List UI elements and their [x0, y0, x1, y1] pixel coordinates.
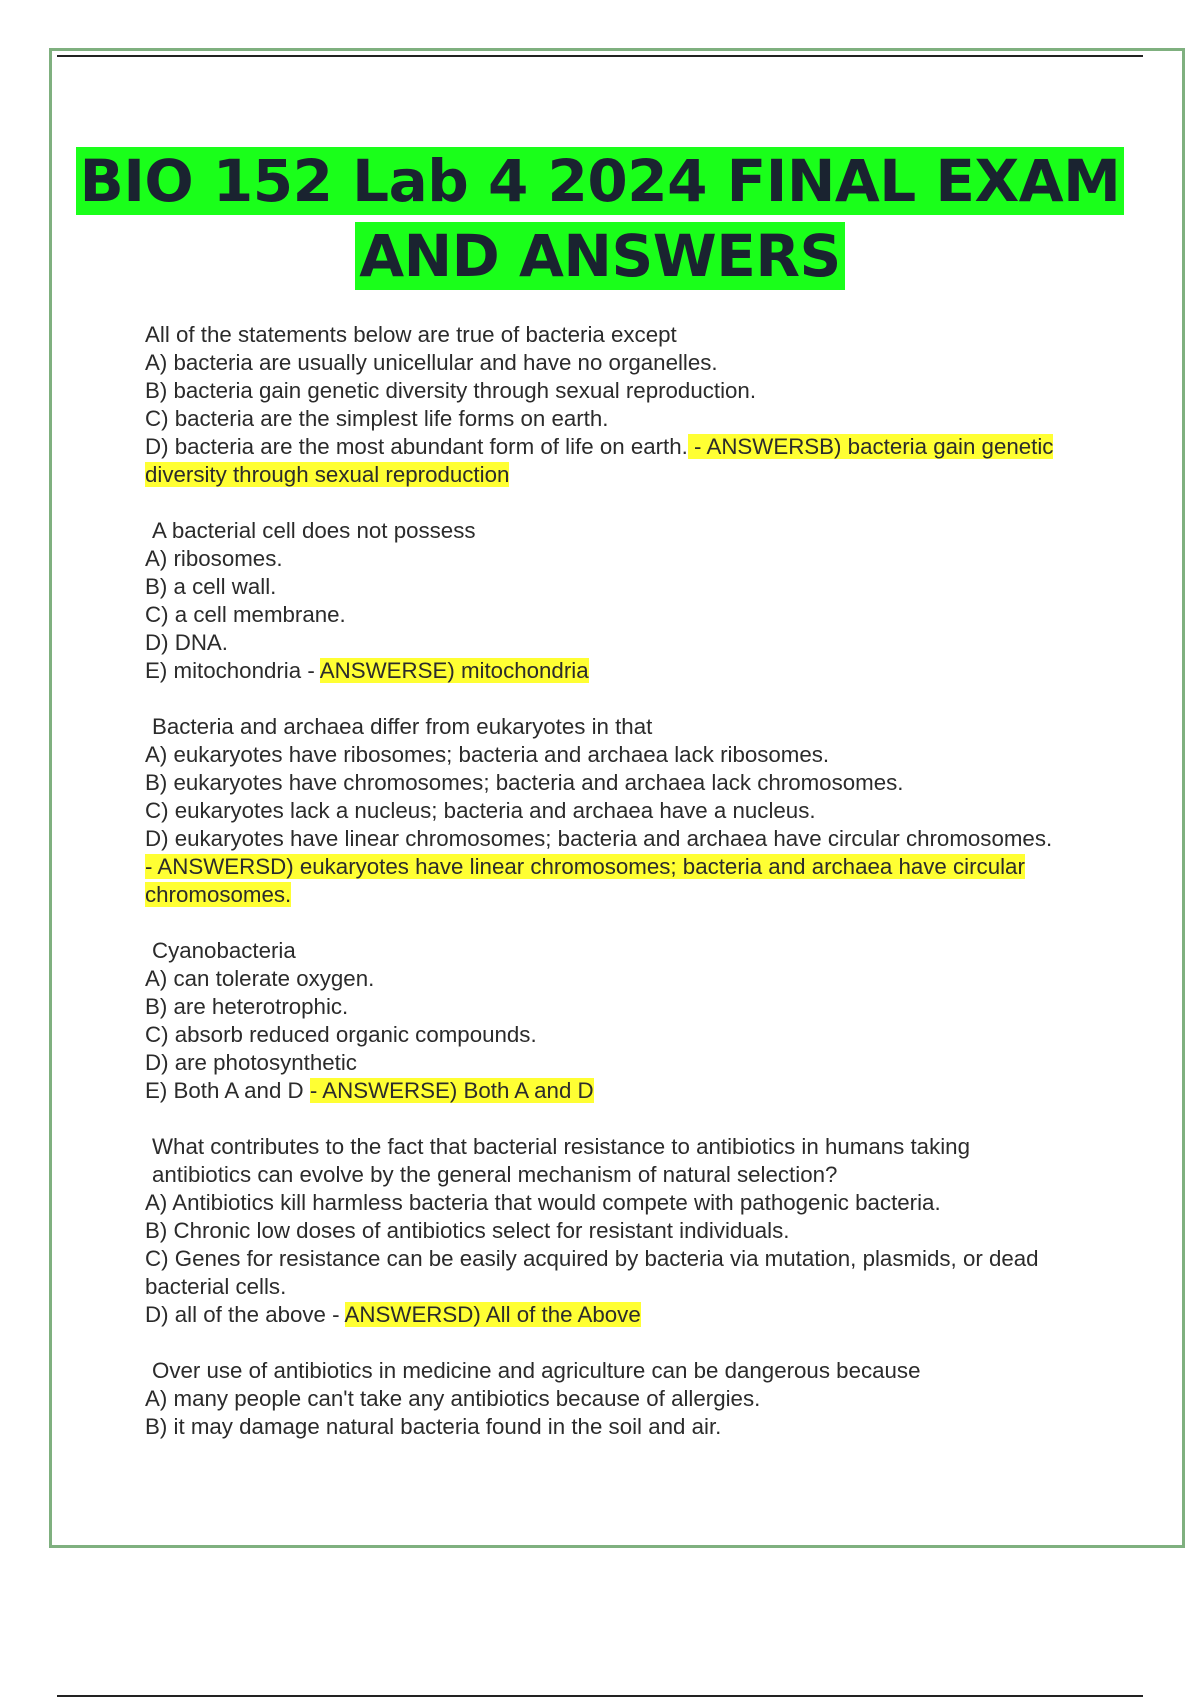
question-stem: All of the statements below are true of bacteria except	[145, 322, 677, 347]
question-stem: Over use of antibiotics in medicine and agriculture can be dangerous because	[152, 1358, 921, 1383]
option-c: C) eukaryotes lack a nucleus; bacteria and archaea have a nucleus.	[145, 798, 816, 823]
option-d: D) are photosynthetic	[145, 1050, 357, 1075]
option-c: C) a cell membrane.	[145, 602, 346, 627]
option-d-with-answer	[145, 1301, 1065, 1329]
question-4	[145, 937, 1065, 1105]
question-2	[145, 517, 1065, 685]
question-1	[145, 321, 1065, 489]
option-d: D) bacteria are the most abundant form of life on earth.	[145, 434, 688, 459]
option-a: A) eukaryotes have ribosomes; bacteria and archaea lack ribosomes.	[145, 742, 830, 767]
option-d: D) DNA.	[145, 630, 228, 655]
option-d: D) eukaryotes have linear chromosomes; bacteria and archaea have circular chromosomes.	[145, 826, 1053, 851]
answer-highlight: - ANSWERSB) bacteria gain genetic diversity through sexual reproduction	[145, 434, 1054, 487]
option-c: C) absorb reduced organic compounds.	[145, 1022, 537, 1047]
option-a: A) can tolerate oxygen.	[145, 966, 375, 991]
answer-highlight: ANSWERSE) mitochondria	[319, 658, 589, 683]
option-d: D) all of the above -	[145, 1302, 345, 1327]
answer-highlight: - ANSWERSD) eukaryotes have linear chromosomes; bacteria and archaea have circular chromosomes.	[145, 854, 1025, 907]
option-d-with-answer	[145, 825, 1065, 909]
option-b: B) Chronic low doses of antibiotics select for resistant individuals.	[145, 1218, 790, 1243]
question-5	[145, 1133, 1065, 1329]
question-6	[145, 1357, 1065, 1441]
option-e-with-answer	[145, 1077, 1065, 1105]
title-line-1: BIO 152 Lab 4 2024 FINAL EXAM	[76, 147, 1125, 215]
question-stem: A bacterial cell does not possess	[152, 518, 476, 543]
option-c: C) bacteria are the simplest life forms on earth.	[145, 406, 609, 431]
question-3	[145, 713, 1065, 909]
question-list	[145, 321, 1065, 1469]
question-stem: Cyanobacteria	[152, 938, 296, 963]
title-line-2: AND ANSWERS	[355, 222, 845, 290]
option-d-with-answer	[145, 433, 1065, 489]
document-title	[0, 144, 1200, 294]
answer-highlight: - ANSWERSE) Both A and D	[309, 1078, 594, 1103]
question-stem: What contributes to the fact that bacterial resistance to antibiotics in humans taking antibiotics can evolve by the general mechanism of natural selection?	[152, 1134, 970, 1187]
option-a: A) bacteria are usually unicellular and have no organelles.	[145, 350, 718, 375]
option-a: A) ribosomes.	[145, 546, 283, 571]
option-e: E) Both A and D	[145, 1078, 310, 1103]
option-b: B) eukaryotes have chromosomes; bacteria and archaea lack chromosomes.	[145, 770, 904, 795]
answer-highlight: ANSWERSD) All of the Above	[344, 1302, 641, 1327]
option-e: E) mitochondria -	[145, 658, 320, 683]
option-e-with-answer	[145, 657, 1065, 685]
option-b: B) a cell wall.	[145, 574, 277, 599]
question-stem: Bacteria and archaea differ from eukaryotes in that	[152, 714, 653, 739]
bottom-rule	[57, 1695, 1143, 1697]
option-b: B) bacteria gain genetic diversity through sexual reproduction.	[145, 378, 757, 403]
option-b: B) are heterotrophic.	[145, 994, 349, 1019]
option-b: B) it may damage natural bacteria found in the soil and air.	[145, 1414, 722, 1439]
option-a: A) Antibiotics kill harmless bacteria that would compete with pathogenic bacteria.	[145, 1190, 941, 1215]
option-c: C) Genes for resistance can be easily acquired by bacteria via mutation, plasmids, or dead bacterial cells.	[145, 1246, 1039, 1299]
option-a: A) many people can't take any antibiotics because of allergies.	[145, 1386, 761, 1411]
